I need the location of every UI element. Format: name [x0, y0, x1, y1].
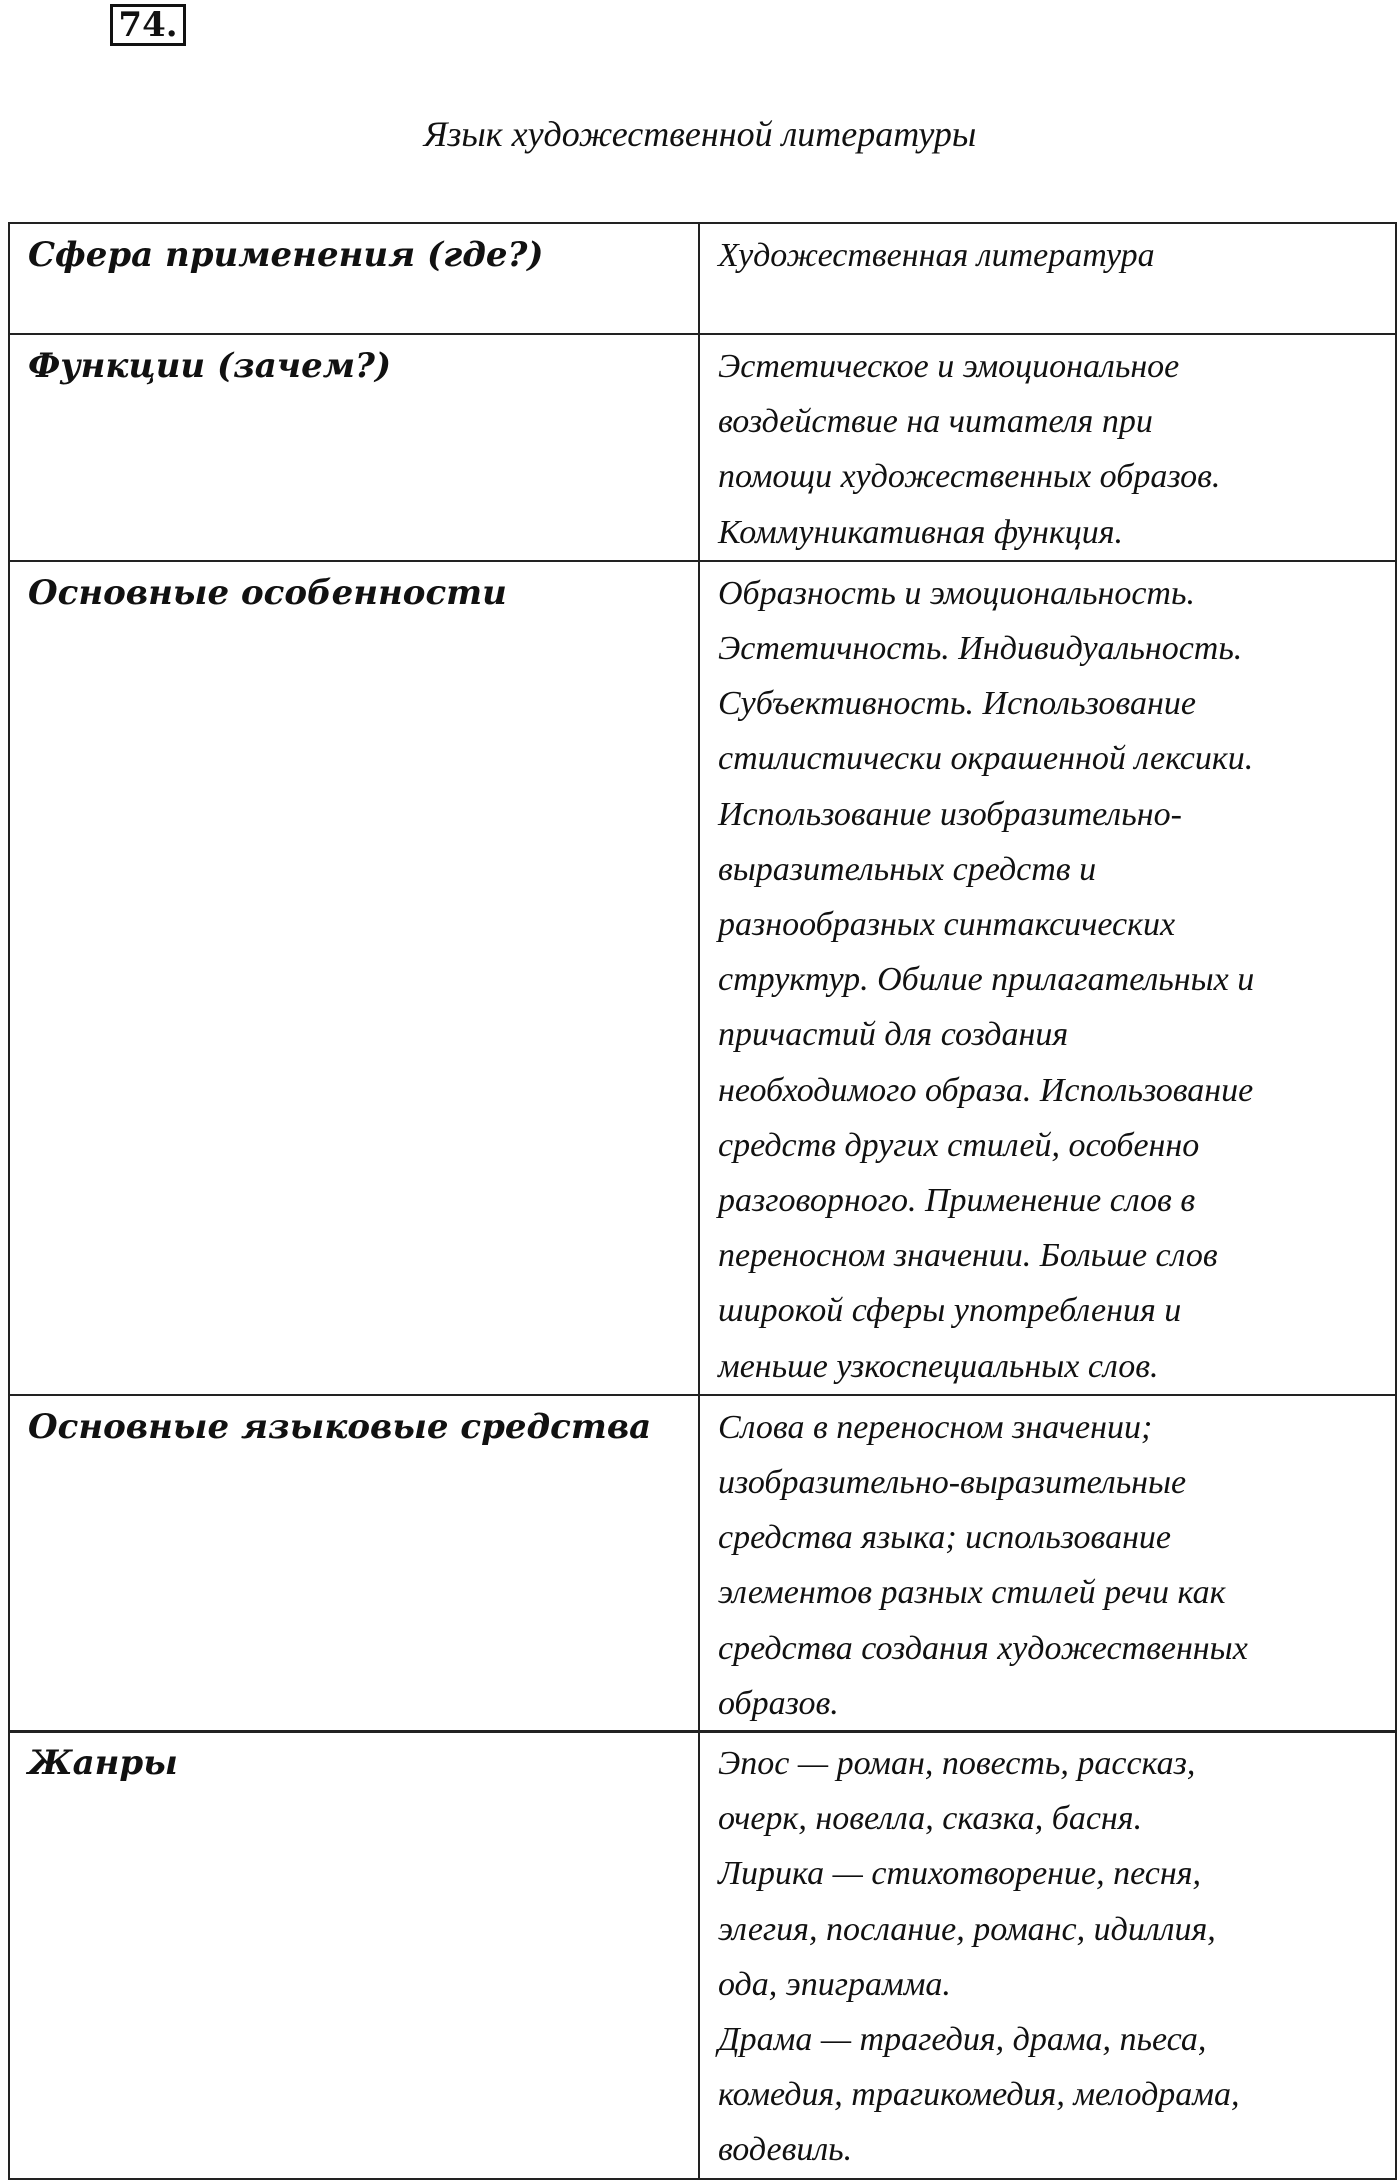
row-value-functions: Эстетическое и эмоциональное воздействие на читателя при помощи художественных образов. Коммуникативная функция.	[699, 334, 1396, 561]
page-title: Язык художественной литературы	[423, 114, 977, 154]
row-value-features: Образность и эмоциональность. Эстетичность. Индивидуальность. Субъективность. Использование стилистически окрашенной лексики. Использование изобразительно- выразительных средств и разнообразных синтаксических структур. Обилие прилагательных и причастий для создания необходимого образа. Использование средств других стилей, особенно разговорного. Применение слов в переносном значении. Больше слов широкой сферы употребления и меньше узкоспециальных слов.	[699, 561, 1396, 1395]
table-row-genres	[9, 1731, 1396, 2179]
row-label-genres: Жанры	[9, 1731, 699, 2179]
genres-table	[8, 1730, 1397, 2180]
table-row-functions	[9, 334, 1396, 561]
row-label-features: Основные особенности	[9, 561, 699, 1395]
table-row-language-means	[9, 1395, 1396, 1732]
row-value-sphere: Художественная литература	[699, 223, 1396, 334]
row-value-language-means: Слова в переносном значении; изобразительно-выразительные средства языка; использование элементов разных стилей речи как средства создания художественных образов.	[699, 1395, 1396, 1732]
exercise-number: 74.	[110, 4, 186, 46]
table-row-sphere	[9, 223, 1396, 334]
row-value-genres: Эпос — роман, повесть, рассказ, очерк, новелла, сказка, басня. Лирика — стихотворение, песня, элегия, послание, романс, идиллия, ода, эпиграмма. Драма — трагедия, драма, пьеса, комедия, трагикомедия, мелодрама, водевиль.	[699, 1731, 1396, 2179]
row-label-functions: Функции (зачем?)	[9, 334, 699, 561]
table-row-features	[9, 561, 1396, 1395]
style-table	[8, 222, 1397, 1733]
row-label-language-means: Основные языковые средства	[9, 1395, 699, 1732]
row-label-sphere: Сфера применения (где?)	[9, 223, 699, 334]
